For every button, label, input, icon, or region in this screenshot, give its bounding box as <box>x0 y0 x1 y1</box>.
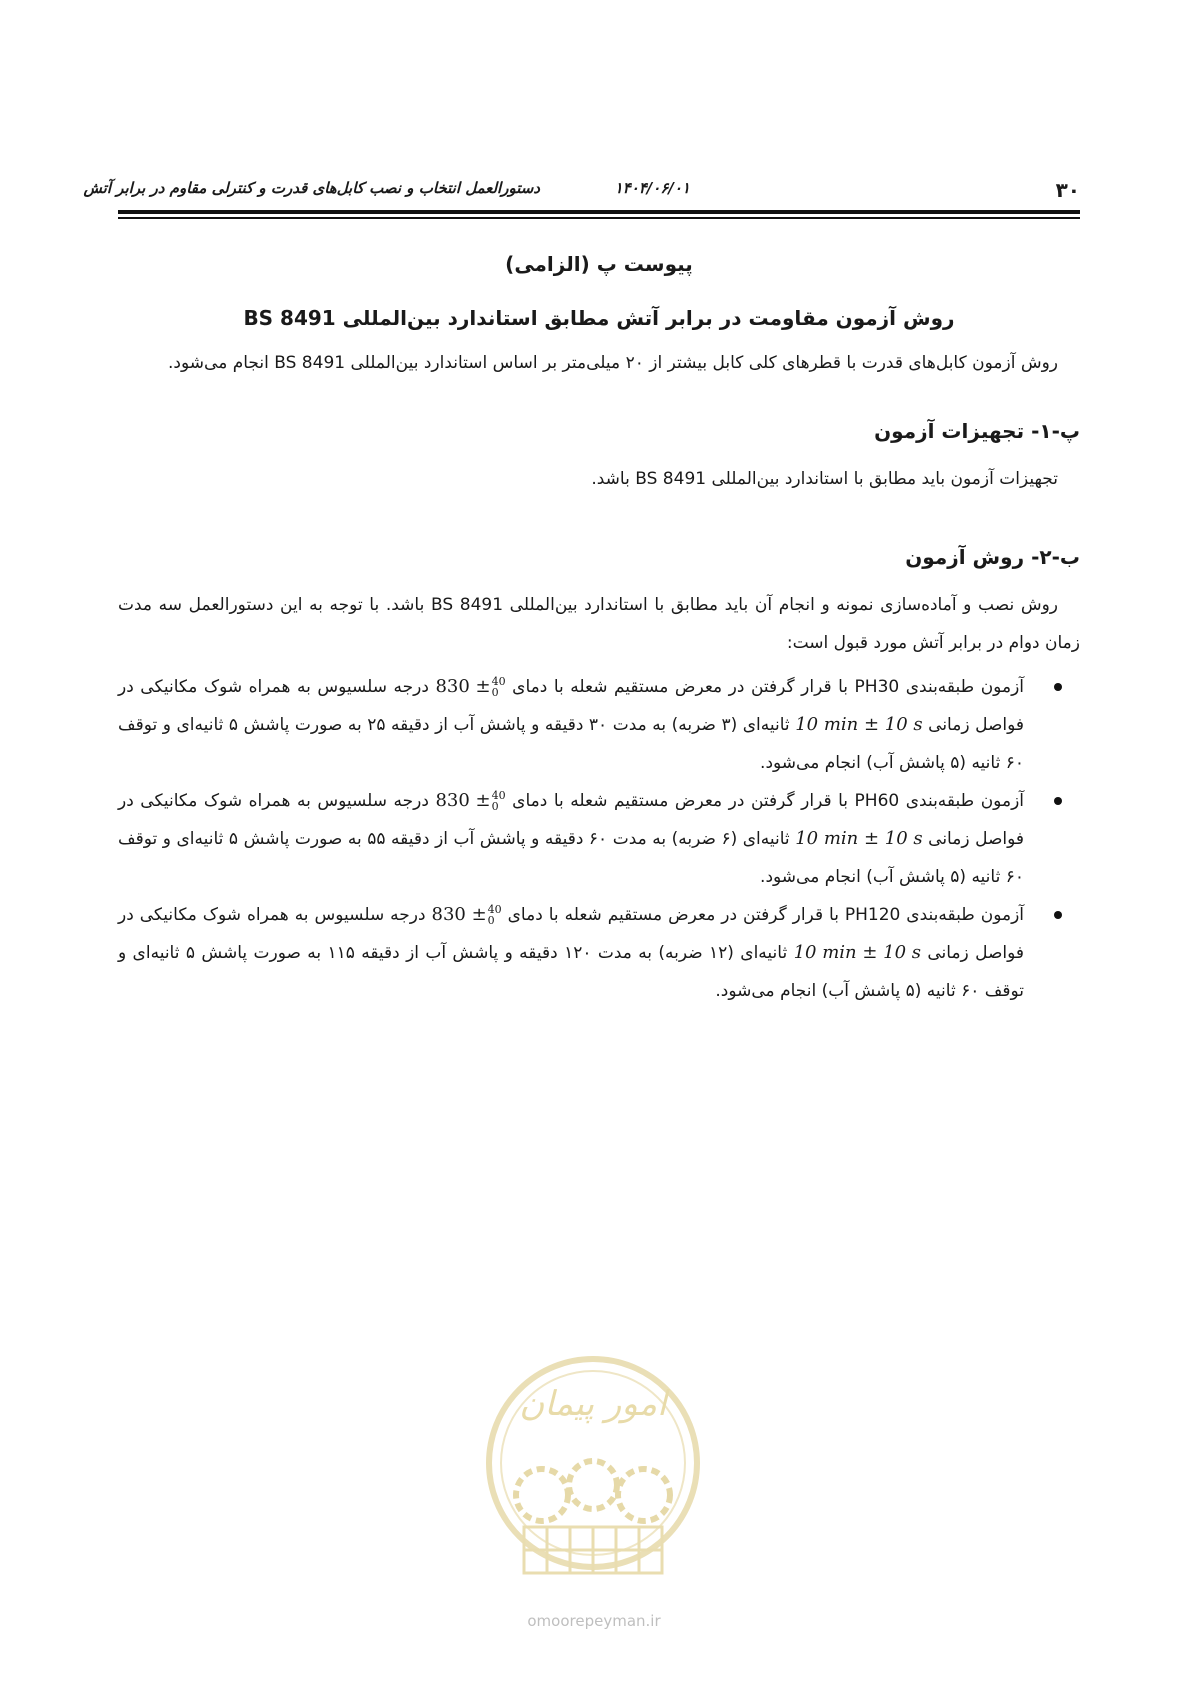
list-item: آزمون طبقه‌بندی PH60 با قرار گرفتن در معرض مستقیم شعله با دمای 830 ± 40 0 درجه سلسیوس به همراه شوک مکانیکی در فواصل زمانی 10 min ± 10 s ثانیه‌ای (۶ ضربه) به مدت ۶۰ دقیقه و پاشش آب از دقیقه ۵۵ به صورت پاشش ۵ ثانیه‌ای و توقف ۶۰ ثانیه (۵ پاشش آب) انجام می‌شود. <box>118 782 1080 896</box>
list-item: آزمون طبقه‌بندی PH120 با قرار گرفتن در معرض مستقیم شعله با دمای 830 ± 40 0 درجه سلسیوس به همراه شوک مکانیکی در فواصل زمانی 10 min ± 10 s ثانیه‌ای (۱۲ ضربه) به مدت ۱۲۰ دقیقه و پاشش آب از دقیقه ۱۱۵ به صورت پاشش ۵ ثانیه‌ای و توقف ۶۰ ثانیه (۵ پاشش آب) انجام می‌شود. <box>118 896 1080 1010</box>
header-date: ۱۴۰۴/۰۶/۰۱ <box>614 179 690 197</box>
watermark-logo-text: امور پیمان <box>519 1384 667 1424</box>
section1-text: تجهیزات آزمون باید مطابق با استاندارد بین‌المللی BS 8491 باشد. <box>591 469 1058 489</box>
page-content <box>118 248 1080 1010</box>
section2-text: روش نصب و آماده‌سازی نمونه و انجام آن باید مطابق با استاندارد بین‌المللی BS 8491 باشد. با توجه به این دستورالعمل سه مدت زمان دوام در برابر آتش مورد قبول است: <box>118 595 1080 653</box>
main-title: روش آزمون مقاومت در برابر آتش مطابق استاندارد بین‌المللی BS 8491 <box>243 306 955 330</box>
watermark-site: omoorepeyman.ir <box>527 1612 661 1630</box>
bullet-dot-icon <box>1054 683 1062 691</box>
header-rule-thin <box>118 217 1080 219</box>
section1-heading: پ-۱- تجهیزات آزمون <box>874 419 1080 443</box>
section2-heading: ب-۲- روش آزمون <box>905 545 1080 569</box>
interval-expression: 10 min ± 10 s <box>793 942 921 963</box>
test-class-list <box>118 668 1080 1010</box>
watermark-logo-icon <box>484 1345 702 1605</box>
temperature-expression: 830 ± 40 0 <box>435 789 506 813</box>
page-number: ۳۰ <box>1055 178 1080 202</box>
appendix-title: پیوست پ (الزامی) <box>505 252 693 276</box>
bullet-dot-icon <box>1054 797 1062 805</box>
header-rule-thick <box>118 210 1080 214</box>
interval-expression: 10 min ± 10 s <box>795 828 923 849</box>
bullet-dot-icon <box>1054 911 1062 919</box>
intro-paragraph: روش آزمون کابل‌های قدرت با قطرهای کلی کابل بیشتر از ۲۰ میلی‌متر بر اساس استاندارد بین‌المللی BS 8491 انجام می‌شود. <box>168 353 1058 373</box>
temperature-expression: 830 ± 40 0 <box>431 903 502 927</box>
header-title: دستورالعمل انتخاب و نصب کابل‌های قدرت و کنترلی مقاوم در برابر آتش <box>83 179 540 197</box>
temperature-expression: 830 ± 40 0 <box>435 675 506 699</box>
list-item: آزمون طبقه‌بندی PH30 با قرار گرفتن در معرض مستقیم شعله با دمای 830 ± 40 0 درجه سلسیوس به همراه شوک مکانیکی در فواصل زمانی 10 min ± 10 s ثانیه‌ای (۳ ضربه) به مدت ۳۰ دقیقه و پاشش آب از دقیقه ۲۵ به صورت پاشش ۵ ثانیه‌ای و توقف ۶۰ ثانیه (۵ پاشش آب) انجام می‌شود. <box>118 668 1080 782</box>
interval-expression: 10 min ± 10 s <box>795 714 923 735</box>
page-header <box>83 176 1080 206</box>
